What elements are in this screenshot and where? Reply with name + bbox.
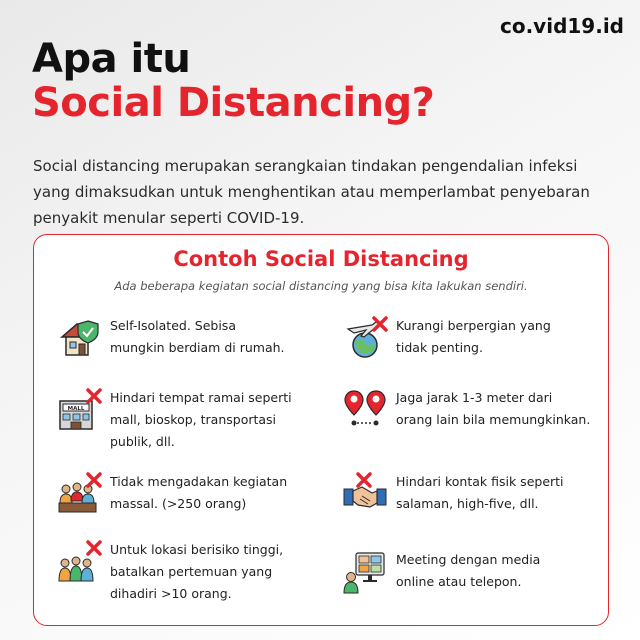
example-item-online-meeting: [342, 549, 604, 619]
plane-no-travel-icon: [342, 315, 388, 361]
example-item-text: Kurangi berpergian yang tidak penting.: [396, 318, 551, 355]
intro-paragraph: Social distancing merupakan serangkaian tindakan pengendalian infeksi yang dimaksudkan untuk menghentikan atau memperlambat penyebaran penyakit menular seperti COVID-19.: [33, 157, 590, 227]
svg-text:MALL: MALL: [67, 406, 85, 412]
examples-card: [33, 234, 609, 626]
house-shield-icon: [56, 315, 102, 361]
video-meeting-icon: [342, 549, 388, 595]
example-item-text: Hindari kontak fisik seperti salaman, high-five, dll.: [396, 474, 564, 511]
example-item-cancel-meetings: [56, 539, 318, 609]
card-subtitle: Ada beberapa kegiatan social distancing yang bisa kita lakukan sendiri.: [114, 279, 528, 293]
site-url: co.vid19.id: [499, 14, 624, 38]
card-title: Contoh Social Distancing: [173, 247, 469, 271]
example-item-avoid-crowds: [56, 387, 318, 457]
example-item-reduce-travel: [342, 315, 604, 385]
crowd-no-icon: [56, 471, 102, 517]
example-item-text: Jaga jarak 1-3 meter dari orang lain bila memungkinkan.: [396, 390, 591, 427]
example-item-text: Tidak mengadakan kegiatan massal. (>250 orang): [110, 474, 288, 511]
distance-pins-icon: [342, 387, 388, 433]
example-item-text: Untuk lokasi berisiko tinggi, batalkan pertemuan yang dihadiri >10 orang.: [110, 542, 284, 601]
example-item-avoid-contact: [342, 471, 604, 541]
example-item-text: Hindari tempat ramai seperti mall, bioskop, transportasi publik, dll.: [110, 390, 292, 449]
group-no-icon: [56, 539, 102, 585]
handshake-no-icon: [342, 471, 388, 517]
example-item-text: Self-Isolated. Sebisa mungkin berdiam di rumah.: [110, 318, 285, 355]
example-item-text: Meeting dengan media online atau telepon.: [396, 552, 541, 589]
example-item-self-isolation: [56, 315, 318, 385]
mall-no-icon: [56, 387, 102, 433]
page-title-line1: Apa itu: [32, 36, 191, 82]
example-item-no-mass-events: [56, 471, 318, 541]
example-item-keep-distance: [342, 387, 604, 457]
page-title-line2: Social Distancing?: [32, 80, 435, 126]
